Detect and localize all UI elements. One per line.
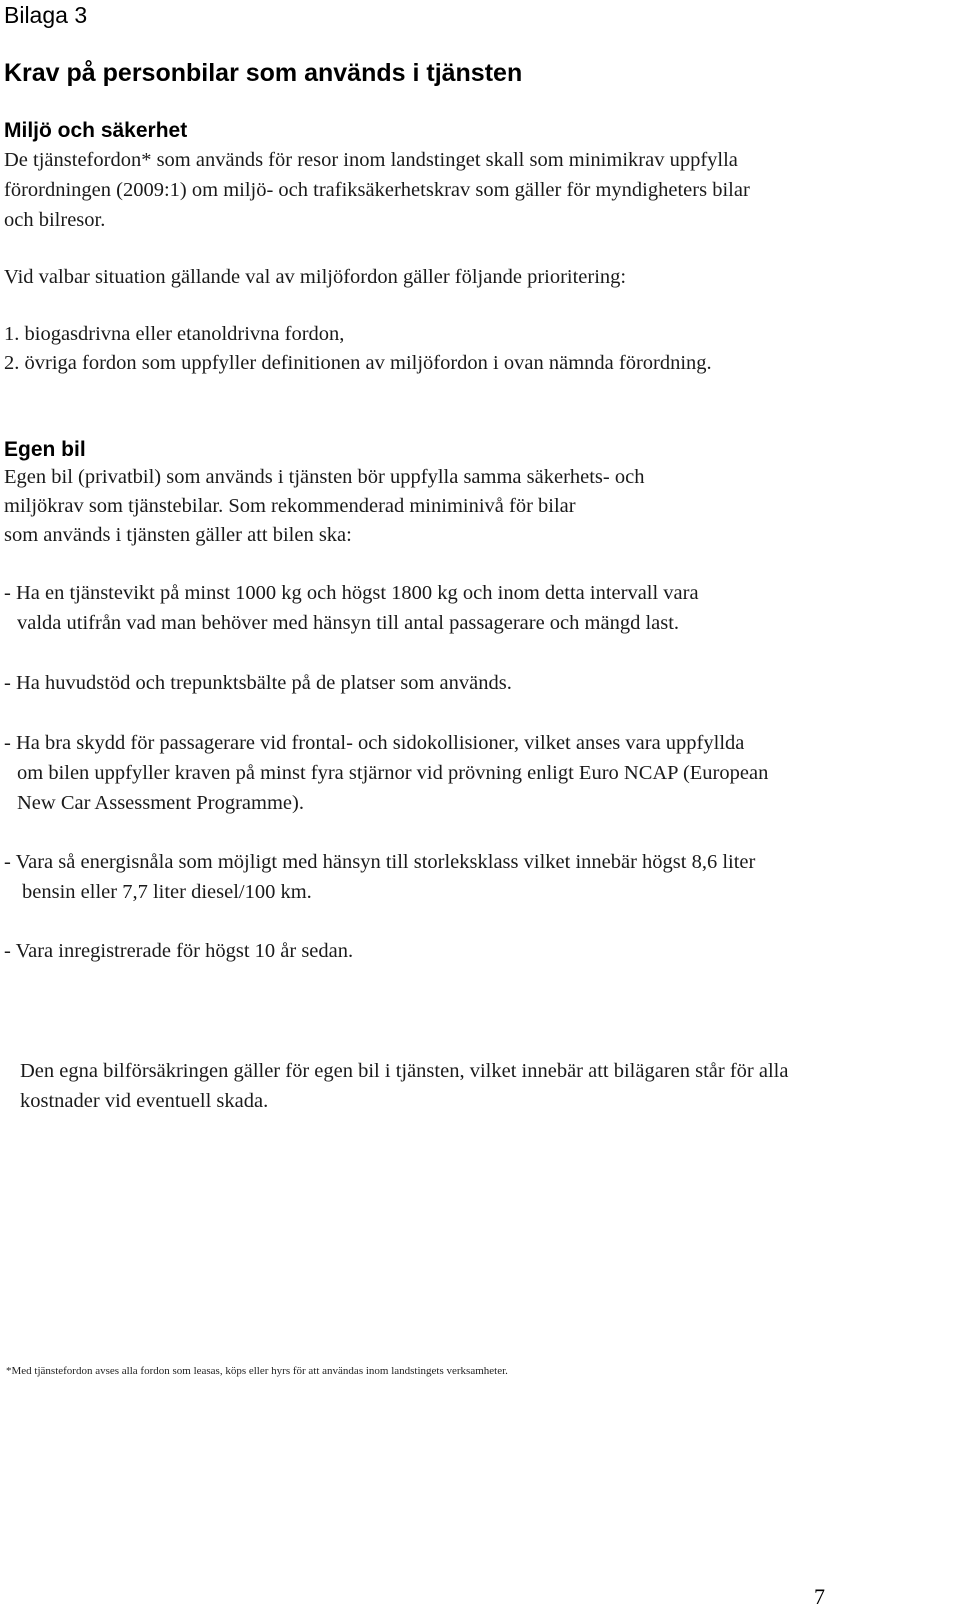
- requirement-item: - Vara inregistrerade för högst 10 år sedan.: [4, 940, 354, 962]
- requirement-item-continuation: bensin eller 7,7 liter diesel/100 km.: [22, 881, 312, 903]
- priority-item: 2. övriga fordon som uppfyller definitionen av miljöfordon i ovan nämnda förordning.: [4, 352, 712, 374]
- requirement-item: - Ha huvudstöd och trepunktsbälte på de platser som används.: [4, 672, 512, 694]
- section-heading-own-car: Egen bil: [4, 438, 86, 461]
- requirement-item: - Ha en tjänstevikt på minst 1000 kg och högst 1800 kg och inom detta intervall vara: [4, 582, 699, 604]
- paragraph-line: som används i tjänsten gäller att bilen ska:: [4, 524, 352, 546]
- page-number: 7: [814, 1584, 825, 1609]
- section-heading-environment: Miljö och säkerhet: [4, 119, 188, 142]
- insurance-paragraph-line: kostnader vid eventuell skada.: [20, 1090, 269, 1112]
- appendix-label: Bilaga 3: [4, 2, 88, 28]
- footnote: *Med tjänstefordon avses alla fordon som leasas, köps eller hyrs för att användas inom landstingets verksamheter.: [6, 1365, 508, 1377]
- paragraph-line: Egen bil (privatbil) som används i tjänsten bör uppfylla samma säkerhets- och: [4, 466, 645, 488]
- requirement-item-continuation: om bilen uppfyller kraven på minst fyra stjärnor vid prövning enligt Euro NCAP (European: [17, 762, 769, 784]
- priority-intro: Vid valbar situation gällande val av miljöfordon gäller följande prioritering:: [4, 266, 627, 288]
- requirement-item-continuation: New Car Assessment Programme).: [17, 792, 304, 814]
- paragraph-line: De tjänstefordon* som används för resor inom landstinget skall som minimikrav uppfylla: [4, 149, 738, 171]
- insurance-paragraph-line: Den egna bilförsäkringen gäller för egen bil i tjänsten, vilket innebär att bilägaren står för alla: [20, 1060, 789, 1082]
- page-title: Krav på personbilar som används i tjänsten: [4, 59, 523, 87]
- requirement-item: - Ha bra skydd för passagerare vid frontal- och sidokollisioner, vilket anses vara uppfyllda: [4, 732, 745, 754]
- paragraph-line: och bilresor.: [4, 209, 106, 231]
- paragraph-line: förordningen (2009:1) om miljö- och trafiksäkerhetskrav som gäller för myndigheters bilar: [4, 179, 750, 201]
- requirement-item-continuation: valda utifrån vad man behöver med hänsyn till antal passagerare och mängd last.: [17, 612, 680, 634]
- priority-item: 1. biogasdrivna eller etanoldrivna fordon,: [4, 323, 345, 345]
- requirement-item: - Vara så energisnåla som möjligt med hänsyn till storleksklass vilket innebär högst 8,6 liter: [4, 851, 756, 873]
- paragraph-line: miljökrav som tjänstebilar. Som rekommenderad miniminivå för bilar: [4, 495, 576, 517]
